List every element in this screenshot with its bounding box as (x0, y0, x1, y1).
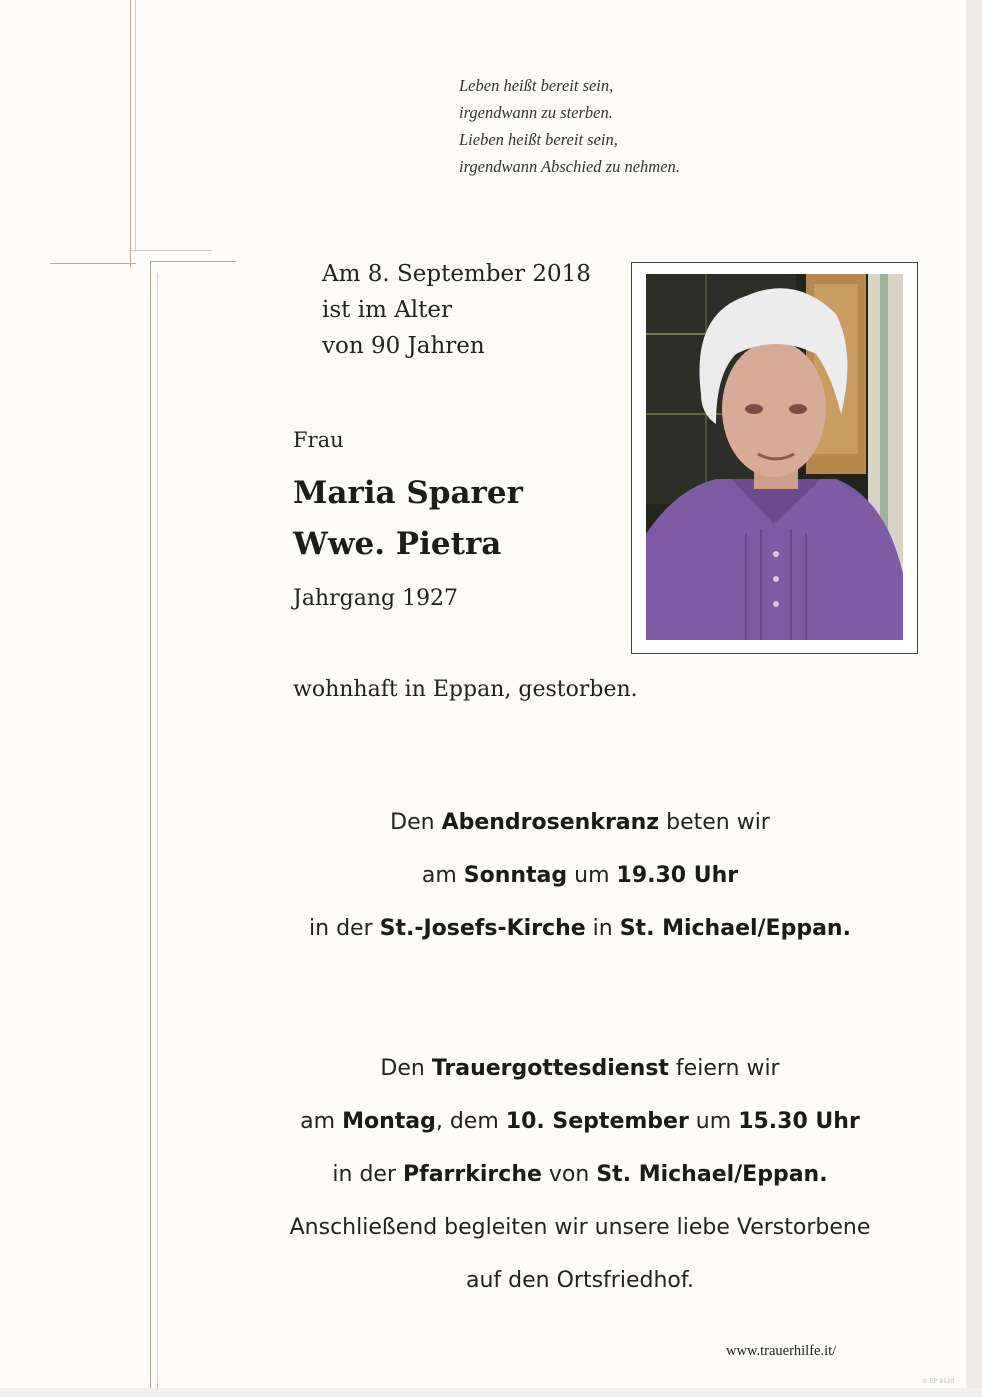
residence-line: wohnhaft in Eppan, gestorben. (293, 677, 638, 702)
salutation: Frau (293, 428, 344, 452)
funeral-line: auf den Ortsfriedhof. (466, 1268, 694, 1293)
poem (459, 72, 819, 180)
deceased-name (293, 468, 613, 570)
funeral-section (200, 1042, 960, 1307)
scan-edge (966, 0, 982, 1397)
rosary-section (200, 796, 960, 955)
death-date-line: Am 8. September 2018 (322, 261, 591, 287)
portrait-photo (646, 274, 903, 640)
poem-line: Lieben heißt bereit sein, (459, 130, 618, 149)
age-line: ist im Alter (322, 297, 453, 323)
print-code: © EP 9120 (922, 1378, 955, 1385)
funeral-line: in der Pfarrkirche von St. Michael/Eppan. (332, 1162, 828, 1187)
poem-line: irgendwann Abschied zu nehmen. (459, 157, 680, 176)
rosary-line: Den Abendrosenkranz beten wir (390, 810, 770, 835)
funeral-line: Den Trauergottesdienst feiern wir (380, 1056, 780, 1081)
website-url: www.trauerhilfe.it/ (726, 1343, 837, 1359)
portrait-frame (631, 262, 918, 654)
death-announcement (322, 256, 642, 364)
birth-year: Jahrgang 1927 (293, 586, 459, 611)
scan-edge (0, 1388, 982, 1397)
funeral-line: Anschließend begleiten wir unsere liebe Verstorbene (289, 1215, 871, 1240)
age-line: von 90 Jahren (322, 333, 485, 359)
name-line: Maria Sparer (293, 475, 523, 511)
poem-line: irgendwann zu sterben. (459, 103, 613, 122)
poem-line: Leben heißt bereit sein, (459, 76, 614, 95)
rosary-line: am Sonntag um 19.30 Uhr (421, 863, 739, 888)
name-line: Wwe. Pietra (293, 526, 502, 562)
funeral-line: am Montag, dem 10. September um 15.30 Uhr (300, 1109, 860, 1134)
rosary-line: in der St.-Josefs-Kirche in St. Michael/Eppan. (309, 916, 851, 941)
